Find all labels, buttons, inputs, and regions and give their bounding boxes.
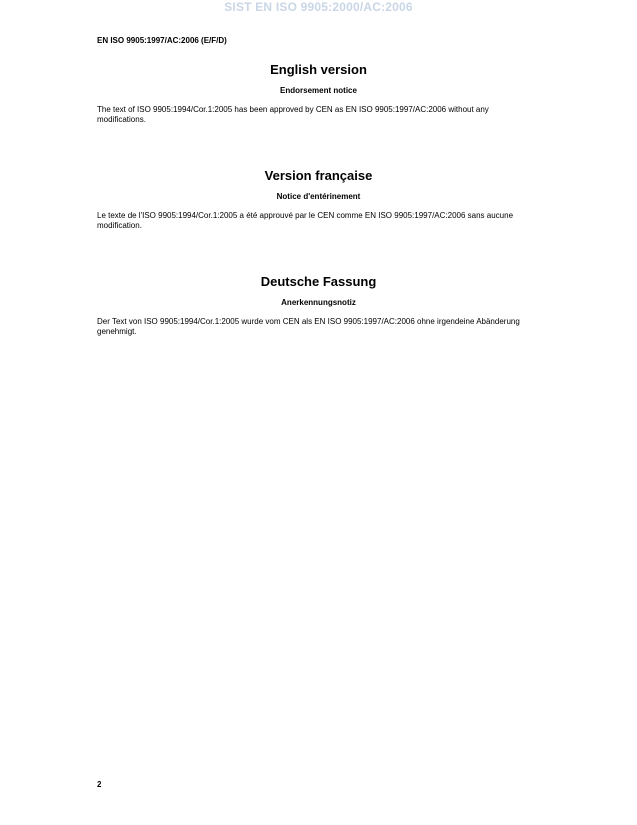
german-subtitle: Anerkennungsnotiz <box>281 298 356 307</box>
english-subtitle: Endorsement notice <box>280 86 357 95</box>
page-number: 2 <box>97 780 102 789</box>
english-body: The text of ISO 9905:1994/Cor.1:2005 has been approved by CEN as EN ISO 9905:1997/AC:2006 without any modifications. <box>97 105 489 124</box>
english-title: English version <box>270 62 367 77</box>
french-subtitle: Notice d'entérinement <box>276 192 361 201</box>
french-section <box>97 168 540 230</box>
watermark: SIST EN ISO 9905:2000/AC:2006 <box>224 0 413 14</box>
french-body: Le texte de l'ISO 9905:1994/Cor.1:2005 a été approuvé par le CEN comme EN ISO 9905:1997/AC:2006 sans aucune modification. <box>97 211 514 230</box>
document-reference: EN ISO 9905:1997/AC:2006 (E/F/D) <box>97 36 227 45</box>
german-title: Deutsche Fassung <box>260 274 377 289</box>
german-section <box>97 274 540 336</box>
french-title: Version française <box>264 168 373 183</box>
german-body: Der Text von ISO 9905:1994/Cor.1:2005 wurde vom CEN als EN ISO 9905:1997/AC:2006 ohne irgendeine Abänderung genehmigt. <box>97 317 520 336</box>
english-section <box>97 62 540 124</box>
